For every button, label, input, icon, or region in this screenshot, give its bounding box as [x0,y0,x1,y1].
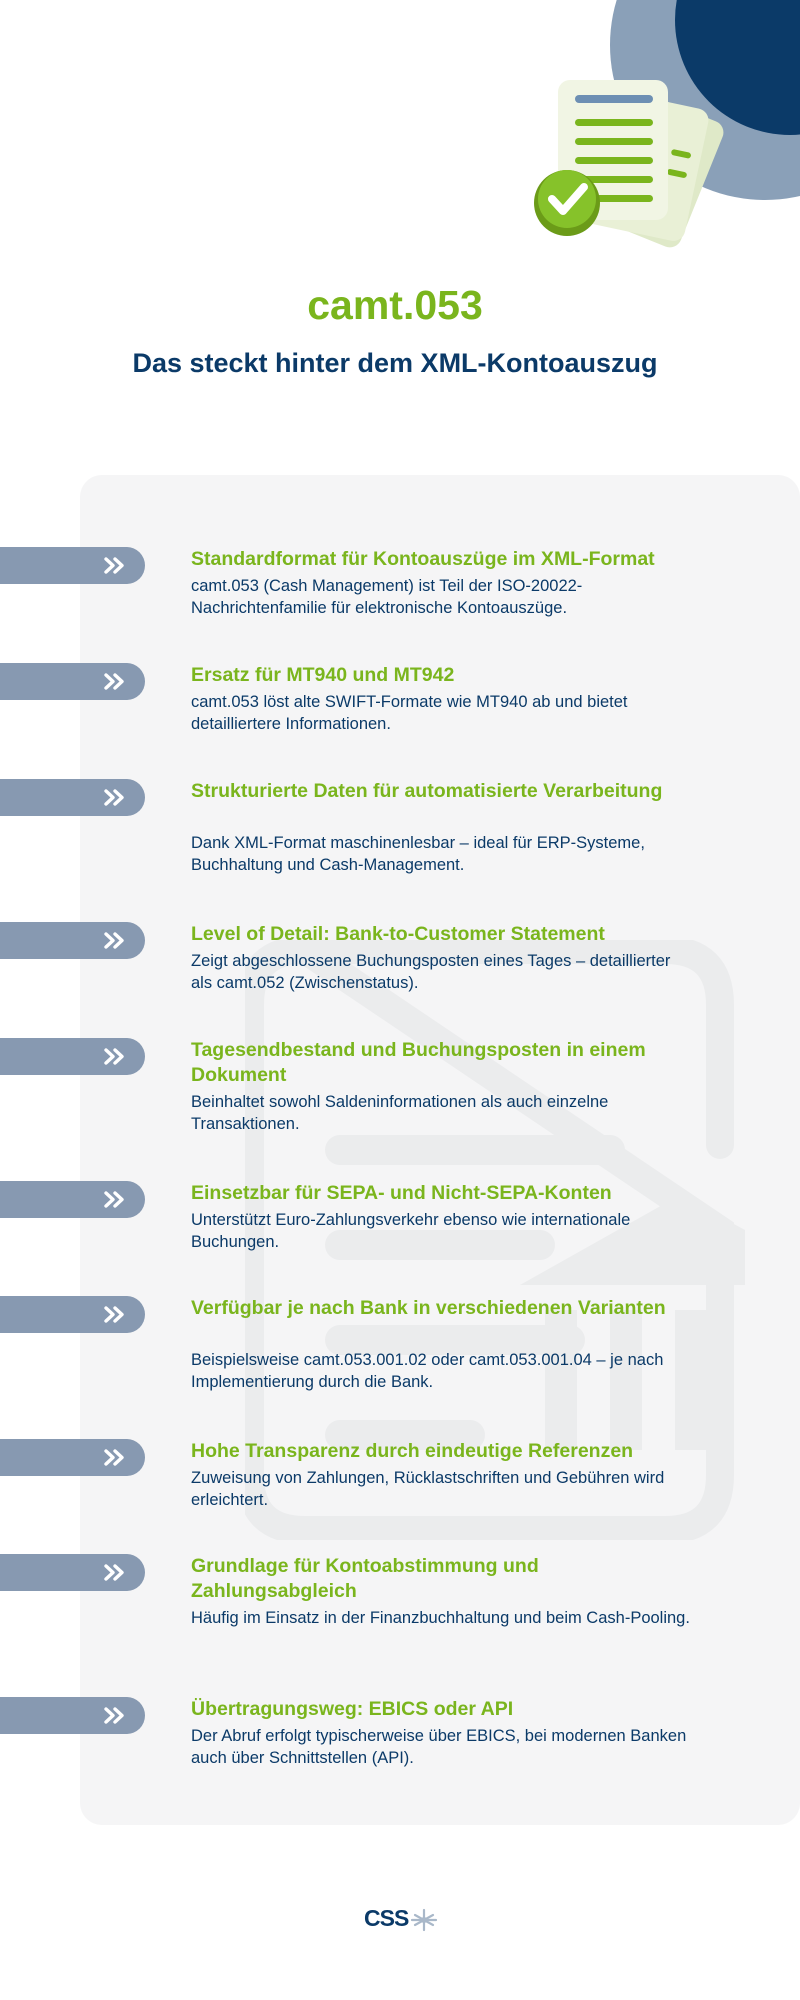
item-title: Strukturierte Daten für automatisierte Verarbeitung [191,780,663,802]
double-chevron-right-icon [104,672,126,691]
double-chevron-right-icon [104,1190,126,1209]
item-title: Ersatz für MT940 und MT942 [191,664,455,686]
item-tab [0,922,145,959]
item-title: Standardformat für Kontoauszüge im XML-Format [191,548,655,570]
item-description: Häufig im Einsatz in der Finanzbuchhaltung und beim Cash-Pooling. [191,1609,690,1627]
item-title: Grundlage für Kontoabstimmung und Zahlungsabgleich [191,1555,539,1602]
item-tab [0,1181,145,1218]
item-tab [0,1038,145,1075]
item-title: Tagesendbestand und Buchungsposten in einem Dokument [191,1039,646,1086]
item-tab [0,779,145,816]
item-description: Zuweisung von Zahlungen, Rücklastschriften und Gebühren wird erleichtert. [191,1469,665,1509]
double-chevron-right-icon [104,1563,126,1582]
page-subtitle: Das steckt hinter dem XML-Kontoauszug [132,348,658,378]
double-chevron-right-icon [104,556,126,575]
double-chevron-right-icon [104,1706,126,1725]
logo-text: CSS [364,1905,409,1931]
item-title: Verfügbar je nach Bank in verschiedenen Varianten [191,1297,666,1319]
double-chevron-right-icon [104,1448,126,1467]
css-logo [364,1905,438,1935]
item-description: camt.053 löst alte SWIFT-Formate wie MT940 ab und bietet detailliertere Informationen. [191,693,628,733]
item-description: Unterstützt Euro-Zahlungsverkehr ebenso wie internationale Buchungen. [191,1211,631,1251]
item-description: Beispielsweise camt.053.001.02 oder camt.053.001.04 – je nach Implementierung durch die Bank. [191,1351,664,1391]
item-title: Einsetzbar für SEPA- und Nicht-SEPA-Konten [191,1182,612,1204]
item-tab [0,547,145,584]
item-description: Dank XML-Format maschinenlesbar – ideal für ERP-Systeme, Buchhaltung und Cash-Management. [191,834,645,874]
page-title: camt.053 [307,282,483,328]
item-title: Level of Detail: Bank-to-Customer Statement [191,923,605,945]
item-description: Zeigt abgeschlossene Buchungsposten eines Tages – detaillierter als camt.052 (Zwischenstatus). [191,952,671,992]
item-title: Hohe Transparenz durch eindeutige Referenzen [191,1440,634,1462]
item-description: camt.053 (Cash Management) ist Teil der ISO-20022-Nachrichtenfamilie für elektronische Kontoauszüge. [191,577,583,617]
item-tab [0,663,145,700]
item-tab [0,1697,145,1734]
item-title: Übertragungsweg: EBICS oder API [191,1698,514,1720]
documents-checkmark-icon [530,75,730,275]
item-description: Der Abruf erfolgt typischerweise über EBICS, bei modernen Banken auch über Schnittstellen (API). [191,1727,687,1767]
item-tab [0,1296,145,1333]
double-chevron-right-icon [104,1047,126,1066]
item-tab [0,1554,145,1591]
double-chevron-right-icon [104,788,126,807]
item-description: Beinhaltet sowohl Saldeninformationen als auch einzelne Transaktionen. [191,1093,609,1133]
item-tab [0,1439,145,1476]
css-logo-mark-icon [410,1907,438,1933]
double-chevron-right-icon [104,931,126,950]
double-chevron-right-icon [104,1305,126,1324]
